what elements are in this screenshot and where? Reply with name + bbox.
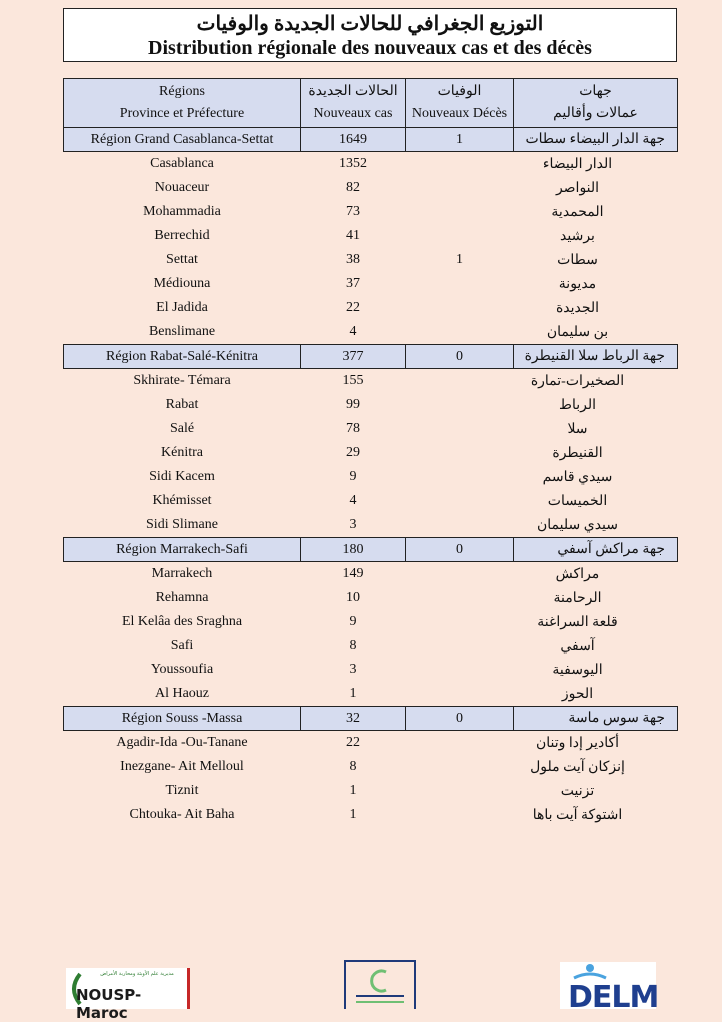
- header-regions-line2: Province et Préfecture: [119, 106, 245, 121]
- province-name: El Kelâa des Sraghna: [121, 614, 243, 629]
- province-row: [64, 176, 678, 200]
- province-name: El Jadida: [156, 300, 208, 315]
- province-name: Al Haouz: [154, 686, 210, 701]
- province-cases: 155: [342, 373, 364, 388]
- province-cases: 4: [349, 324, 357, 339]
- region-name-ar: جهة الدار البيضاء سطات: [514, 128, 678, 152]
- province-cases: 8: [349, 638, 357, 653]
- province-deaths: [406, 489, 514, 513]
- province-cases: 22: [346, 300, 360, 315]
- province-name: Chtouka- Ait Baha: [129, 807, 235, 822]
- province-deaths: 1: [456, 252, 463, 267]
- province-name-ar: بن سليمان: [546, 324, 609, 340]
- province-name: Settat: [166, 252, 198, 267]
- region-deaths: 0: [406, 707, 514, 731]
- province-name-ar: الحوز: [561, 686, 594, 702]
- province-row: [64, 224, 678, 248]
- header-new-cases-ar: الحالات الجديدة: [308, 84, 398, 99]
- province-deaths: [406, 224, 514, 248]
- region-deaths: 0: [406, 345, 514, 369]
- header-new-deaths-ar: الوفيات: [437, 84, 482, 99]
- province-name: Tiznit: [165, 783, 199, 798]
- province-row: [64, 417, 678, 441]
- province-row: [64, 562, 678, 587]
- province-row: [64, 610, 678, 634]
- province-name: Khémisset: [152, 493, 212, 508]
- province-name-ar: الرباط: [559, 397, 596, 413]
- province-name-ar: سيدي قاسم: [542, 469, 613, 485]
- province-row: [64, 152, 678, 177]
- province-deaths: [406, 320, 514, 345]
- province-name: Rabat: [165, 397, 199, 412]
- province-cases: 8: [349, 759, 357, 774]
- region-name-ar: جهة الرباط سلا القنيطرة: [514, 345, 678, 369]
- header-new-cases-fr: Nouveaux cas: [313, 106, 393, 121]
- province-deaths: [406, 586, 514, 610]
- province-cases: 78: [346, 421, 360, 436]
- province-cases: 1: [349, 686, 357, 701]
- province-name-ar: الجديدة: [555, 300, 600, 316]
- province-name-ar: الدار البيضاء: [542, 156, 613, 172]
- region-row: [64, 345, 678, 369]
- province-row: [64, 731, 678, 756]
- province-name: Marrakech: [151, 566, 213, 581]
- province-name: Agadir-Ida -Ou-Tanane: [116, 735, 248, 750]
- header-regions-ar-line2: عمالات وأقاليم: [553, 106, 638, 121]
- province-deaths: [406, 658, 514, 682]
- province-row: [64, 755, 678, 779]
- region-name: Région Grand Casablanca-Settat: [64, 128, 301, 152]
- province-deaths: [406, 152, 514, 177]
- province-row: [64, 658, 678, 682]
- nousp-logo-text: NOUSP-Maroc: [76, 986, 142, 1022]
- province-cases: 38: [346, 252, 360, 267]
- delm-logo: [560, 962, 659, 1015]
- province-name-ar: المحمدية: [551, 204, 604, 220]
- province-deaths: [406, 465, 514, 489]
- province-name: Skhirate- Témara: [133, 373, 231, 388]
- region-name: Région Rabat-Salé-Kénitra: [64, 345, 301, 369]
- nousp-caption: مديرية علم الأوبئة ومحاربة الأمراض: [100, 971, 174, 977]
- province-cases: 22: [346, 735, 360, 750]
- province-name-ar: أكادير إدا وتنان: [535, 735, 620, 751]
- province-row: [64, 803, 678, 827]
- delm-logo-text: DELM: [568, 980, 659, 1015]
- province-row: [64, 682, 678, 707]
- province-deaths: [406, 562, 514, 587]
- province-name: Sidi Slimane: [146, 517, 218, 532]
- province-deaths: [406, 682, 514, 707]
- province-cases: 29: [346, 445, 360, 460]
- province-name: Nouaceur: [154, 180, 210, 195]
- province-name-ar: اشتوكة آيت باها: [532, 807, 623, 823]
- province-name: Casablanca: [150, 156, 214, 171]
- province-cases: 9: [349, 614, 357, 629]
- province-row: [64, 465, 678, 489]
- region-cases: 180: [301, 538, 406, 562]
- province-row: [64, 513, 678, 538]
- province-cases: 1: [349, 807, 357, 822]
- province-deaths: [406, 369, 514, 394]
- province-deaths: [406, 272, 514, 296]
- province-name-ar: النواصر: [555, 180, 600, 196]
- province-name: Benslimane: [148, 324, 216, 339]
- header-new-deaths: [406, 79, 514, 128]
- province-cases: 149: [342, 566, 364, 581]
- province-cases: 1352: [339, 156, 367, 171]
- province-name-ar: القنيطرة: [552, 445, 603, 461]
- province-name-ar: اليوسفية: [552, 662, 603, 678]
- province-cases: 37: [346, 276, 360, 291]
- province-row: [64, 441, 678, 465]
- province-row: [64, 320, 678, 345]
- table-header-row: [64, 79, 678, 128]
- province-name-ar: سطات: [557, 252, 598, 268]
- province-name: Rehamna: [155, 590, 209, 605]
- province-deaths: [406, 779, 514, 803]
- province-deaths: [406, 176, 514, 200]
- province-deaths: [406, 731, 514, 756]
- region-name: Région Souss -Massa: [64, 707, 301, 731]
- province-name: Berrechid: [154, 228, 210, 243]
- province-deaths: [406, 513, 514, 538]
- region-row: [64, 538, 678, 562]
- province-name-ar: برشيد: [560, 228, 595, 244]
- header-regions: [64, 79, 301, 128]
- province-cases: 1: [349, 783, 357, 798]
- ministry-logo: [344, 960, 416, 1009]
- province-name-ar: الخميسات: [547, 493, 608, 509]
- province-name-ar: تزنيت: [560, 783, 595, 799]
- region-cases: 1649: [301, 128, 406, 152]
- document-title-box: [63, 8, 677, 62]
- header-new-cases: [301, 79, 406, 128]
- province-name: Inezgane- Ait Melloul: [120, 759, 244, 774]
- province-deaths: [406, 393, 514, 417]
- province-row: [64, 272, 678, 296]
- province-row: [64, 779, 678, 803]
- province-name: Mohammadia: [143, 204, 221, 219]
- province-row: [64, 586, 678, 610]
- province-cases: 41: [346, 228, 360, 243]
- province-deaths: [406, 634, 514, 658]
- province-deaths: [406, 296, 514, 320]
- province-name-ar: الرحامنة: [553, 590, 602, 606]
- province-name-ar: سيدي سليمان: [537, 517, 618, 533]
- province-name: Médiouna: [153, 276, 211, 291]
- distribution-table: [63, 78, 678, 827]
- region-cases: 32: [301, 707, 406, 731]
- province-name: Sidi Kacem: [149, 469, 215, 484]
- province-row: [64, 200, 678, 224]
- province-name-ar: مراكش: [555, 566, 600, 582]
- province-cases: 82: [346, 180, 360, 195]
- region-name: Région Marrakech-Safi: [64, 538, 301, 562]
- province-name: Youssoufia: [150, 662, 214, 677]
- province-name: Salé: [169, 421, 195, 436]
- province-row: [64, 489, 678, 513]
- region-cases: 377: [301, 345, 406, 369]
- province-deaths: [406, 200, 514, 224]
- header-regions-ar: [514, 79, 678, 128]
- province-row: [64, 248, 678, 272]
- province-deaths: [406, 441, 514, 465]
- ministry-emblem-icon: [346, 962, 414, 1009]
- province-row: [64, 393, 678, 417]
- delm-person-icon: [560, 962, 656, 982]
- region-deaths: 0: [406, 538, 514, 562]
- province-row: [64, 296, 678, 320]
- province-cases: 99: [346, 397, 360, 412]
- title-arabic: التوزيع الجغرافي للحالات الجديدة والوفيات: [196, 13, 544, 35]
- province-cases: 73: [346, 204, 360, 219]
- province-cases: 4: [349, 493, 357, 508]
- province-row: [64, 369, 678, 394]
- province-name: Safi: [170, 638, 194, 653]
- province-deaths: [406, 803, 514, 827]
- province-cases: 3: [349, 517, 357, 532]
- province-row: [64, 634, 678, 658]
- header-regions-ar-line1: جهات: [579, 84, 612, 99]
- province-name-ar: إنزكان آيت ملول: [530, 759, 625, 775]
- province-cases: 10: [346, 590, 360, 605]
- province-name-ar: سلا: [567, 421, 588, 437]
- province-name-ar: قلعة السراغنة: [537, 614, 618, 630]
- title-french: Distribution régionale des nouveaux cas et des décès: [148, 37, 592, 59]
- province-cases: 3: [349, 662, 357, 677]
- region-name-ar: جهة سوس ماسة: [514, 707, 678, 731]
- province-name: Kénitra: [161, 445, 203, 460]
- province-deaths: [406, 755, 514, 779]
- header-new-deaths-fr: Nouveaux Décès: [411, 106, 508, 121]
- province-name-ar: مديونة: [558, 276, 597, 292]
- province-deaths: [406, 417, 514, 441]
- province-name-ar: الصخيرات-تمارة: [530, 373, 625, 389]
- region-deaths: 1: [406, 128, 514, 152]
- header-regions-line1: Régions: [159, 84, 205, 99]
- province-deaths: [406, 610, 514, 634]
- region-row: [64, 128, 678, 152]
- region-row: [64, 707, 678, 731]
- region-name-ar: جهة مراكش آسفي: [514, 538, 678, 562]
- province-name-ar: آسفي: [560, 638, 595, 654]
- province-cases: 9: [349, 469, 357, 484]
- nousp-logo: [66, 968, 190, 1022]
